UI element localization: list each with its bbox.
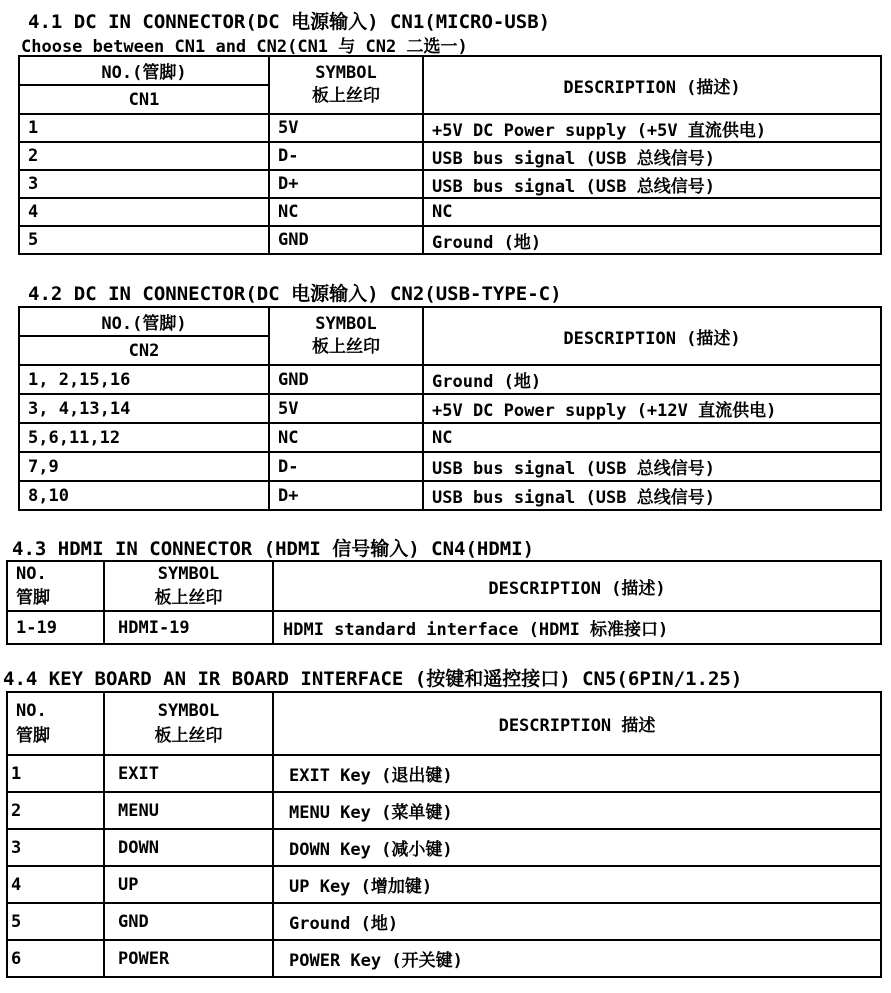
cell-symbol: UP — [104, 866, 273, 903]
table-header-row — [7, 692, 881, 755]
table-row — [7, 755, 881, 792]
table-row — [19, 114, 881, 142]
col-header-symbol — [269, 56, 423, 114]
cell-description: USB bus signal (USB 总线信号) — [423, 142, 881, 170]
section-title-4-1: 4.1 DC IN CONNECTOR(DC 电源输入) CN1(MICRO-USB) — [28, 11, 551, 33]
table-row — [7, 611, 881, 644]
col-header-no-zh: 管脚 — [16, 588, 50, 608]
table-row — [19, 481, 881, 510]
cell-description: NC — [423, 423, 881, 452]
cell-description: Ground (地) — [423, 365, 881, 394]
col-header-description: DESCRIPTION (描述) — [423, 307, 881, 365]
col-header-no-en: NO. — [16, 700, 47, 721]
col-header-no: NO.(管脚) — [19, 56, 269, 85]
cell-symbol: GND — [104, 903, 273, 940]
cell-symbol: NC — [269, 423, 423, 452]
cell-pin-no: 5 — [7, 903, 104, 940]
cell-symbol: D+ — [269, 170, 423, 198]
col-header-no — [7, 692, 104, 755]
table-row — [7, 866, 881, 903]
cell-description: DOWN Key (减小键) — [273, 829, 881, 866]
cell-pin-no: 3 — [19, 170, 269, 198]
col-header-no: NO.(管脚) — [19, 307, 269, 336]
col-header-connector: CN2 — [19, 336, 269, 365]
col-header-description: DESCRIPTION (描述) — [273, 561, 881, 611]
table-row — [19, 394, 881, 423]
table-header-row — [19, 56, 881, 85]
cn1-pinout-table — [18, 55, 882, 255]
cell-description: USB bus signal (USB 总线信号) — [423, 452, 881, 481]
cn2-pinout-table — [18, 306, 882, 511]
col-header-symbol — [104, 561, 273, 611]
cell-symbol: DOWN — [104, 829, 273, 866]
cell-pin-no: 3, 4,13,14 — [19, 394, 269, 423]
col-header-description: DESCRIPTION 描述 — [273, 692, 881, 755]
table-header-row — [19, 307, 881, 336]
cell-description: USB bus signal (USB 总线信号) — [423, 481, 881, 510]
col-header-no — [7, 561, 104, 611]
cell-symbol: EXIT — [104, 755, 273, 792]
cell-description: Ground (地) — [273, 903, 881, 940]
note-choose-cn1-cn2: Choose between CN1 and CN2(CN1 与 CN2 二选一) — [21, 37, 468, 57]
col-header-no-zh: 管脚 — [16, 725, 50, 746]
cn5-keyboard-ir-table — [6, 691, 882, 978]
section-title-4-2: 4.2 DC IN CONNECTOR(DC 电源输入) CN2(USB-TYPE-C) — [28, 283, 562, 305]
cell-pin-no: 1-19 — [7, 611, 104, 644]
cell-pin-no: 7,9 — [19, 452, 269, 481]
cell-description: +5V DC Power supply (+5V 直流供电) — [423, 114, 881, 142]
table-row — [7, 903, 881, 940]
cell-pin-no: 4 — [7, 866, 104, 903]
cell-description: EXIT Key (退出键) — [273, 755, 881, 792]
cell-pin-no: 8,10 — [19, 481, 269, 510]
table-row — [19, 452, 881, 481]
table-header-row — [7, 561, 881, 611]
cell-pin-no: 1 — [19, 114, 269, 142]
cell-description: NC — [423, 198, 881, 226]
table-row — [19, 198, 881, 226]
cell-symbol: D- — [269, 142, 423, 170]
table-row — [19, 365, 881, 394]
col-header-symbol-en: SYMBOL — [157, 700, 220, 721]
col-header-symbol-en: SYMBOL — [315, 314, 377, 334]
cell-description: +5V DC Power supply (+12V 直流供电) — [423, 394, 881, 423]
col-header-connector: CN1 — [19, 85, 269, 114]
cell-pin-no: 1 — [7, 755, 104, 792]
cell-symbol: GND — [269, 226, 423, 254]
cell-description: MENU Key (菜单键) — [273, 792, 881, 829]
cell-symbol: NC — [269, 198, 423, 226]
section-title-4-3: 4.3 HDMI IN CONNECTOR (HDMI 信号输入) CN4(HDMI) — [12, 538, 535, 560]
col-header-symbol-zh: 板上丝印 — [154, 725, 223, 746]
cell-description: UP Key (增加键) — [273, 866, 881, 903]
cell-pin-no: 5,6,11,12 — [19, 423, 269, 452]
cell-description: POWER Key (开关键) — [273, 940, 881, 977]
col-header-symbol — [269, 307, 423, 365]
cell-pin-no: 6 — [7, 940, 104, 977]
cn4-hdmi-table — [6, 560, 882, 645]
col-header-symbol-en: SYMBOL — [315, 63, 377, 83]
col-header-description: DESCRIPTION (描述) — [423, 56, 881, 114]
cell-pin-no: 1, 2,15,16 — [19, 365, 269, 394]
cell-symbol: MENU — [104, 792, 273, 829]
cell-pin-no: 3 — [7, 829, 104, 866]
cell-symbol: HDMI-19 — [104, 611, 273, 644]
col-header-no-en: NO. — [16, 564, 47, 584]
table-row — [7, 792, 881, 829]
cell-pin-no: 5 — [19, 226, 269, 254]
cell-symbol: 5V — [269, 114, 423, 142]
cell-symbol: GND — [269, 365, 423, 394]
section-title-4-4: 4.4 KEY BOARD AN IR BOARD INTERFACE (按键和遥控接口) CN5(6PIN/1.25) — [3, 668, 743, 690]
cell-symbol: D+ — [269, 481, 423, 510]
col-header-symbol-zh: 板上丝印 — [312, 337, 380, 357]
table-row — [7, 940, 881, 977]
col-header-symbol-zh: 板上丝印 — [312, 86, 380, 106]
table-row — [19, 226, 881, 254]
cell-pin-no: 4 — [19, 198, 269, 226]
col-header-symbol-en: SYMBOL — [157, 564, 220, 584]
cell-symbol: POWER — [104, 940, 273, 977]
table-row — [19, 142, 881, 170]
cell-description: Ground (地) — [423, 226, 881, 254]
cell-symbol: D- — [269, 452, 423, 481]
cell-description: USB bus signal (USB 总线信号) — [423, 170, 881, 198]
col-header-symbol — [104, 692, 273, 755]
cell-symbol: 5V — [269, 394, 423, 423]
cell-pin-no: 2 — [7, 792, 104, 829]
col-header-symbol-zh: 板上丝印 — [154, 588, 223, 608]
cell-pin-no: 2 — [19, 142, 269, 170]
table-row — [7, 829, 881, 866]
cell-description: HDMI standard interface (HDMI 标准接口) — [273, 611, 881, 644]
table-row — [19, 170, 881, 198]
table-row — [19, 423, 881, 452]
